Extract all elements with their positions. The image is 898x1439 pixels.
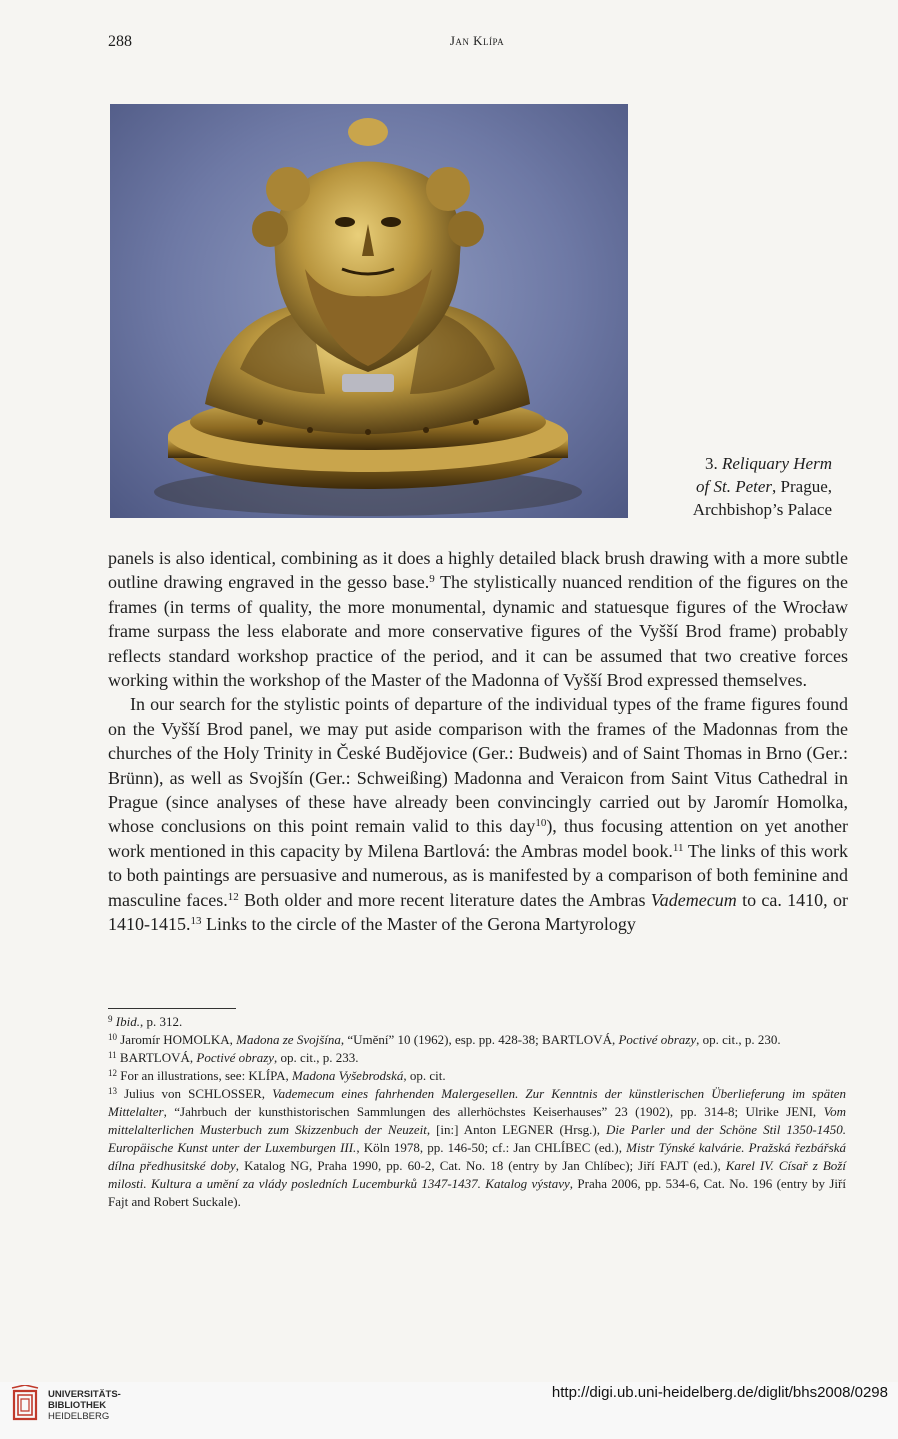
footnote-ref-10[interactable]: 10 (535, 817, 547, 830)
p2-text2: ), thus focusing attention on yet another work mentioned in this capacity by Milena Bartlová: the Ambras model book. (108, 816, 848, 861)
paragraph-1 (108, 546, 848, 692)
footnote-ref-9[interactable]: 9 (429, 573, 435, 586)
fn13-d: , Köln 1978, pp. 146-50; cf.: Jan CHLÍBEC (ed.), (356, 1140, 627, 1155)
p2-text5: to ca. 1410, or 1410-1415. (108, 889, 848, 935)
fn10-b: , “Umění” 10 (1962), esp. pp. 428-38; BARTLOVÁ, (340, 1032, 619, 1047)
fn13-italic-5: Karel IV. Císař z Boží milosti. Kultura a umění za vlády posledních Lucemburků 1347-1437. Katalog výstavy (108, 1158, 846, 1191)
footnote-rule (108, 1008, 236, 1009)
fn13-b: , “Jahrbuch der kunsthistorischen Sammlungen des allerhöchstes Keiserhauses” 23 (1902), pp. 314-8; Ulrike JENI, (163, 1104, 824, 1119)
fn13-c: , [in:] Anton LEGNER (Hrsg.), (426, 1122, 606, 1137)
fn9-italic: Ibid. (115, 1014, 140, 1029)
footnote-ref-13[interactable]: 13 (190, 915, 202, 928)
library-logo-icon (10, 1385, 40, 1425)
fn13-italic-3: Die Parler und der Schöne Stil 1350-1450. Europäische Kunst unter der Luxemburgen III. (108, 1122, 846, 1155)
p2-text6: Links to the circle of the Master of the Gerona Martyrology (201, 914, 636, 935)
caption-title-line2: of St. Peter (696, 477, 773, 496)
fn13-e: , Katalog NG, Praha 1990, pp. 60-2, Cat. No. 18 (entry by Jan Chlíbec); Jiří FAJT (ed.), (235, 1158, 726, 1173)
fn13-italic-4: Mistr Týnské kalvárie. Pražská řezbářská dílna předhusitské doby (108, 1140, 846, 1173)
p2-text3: The links of this work to both paintings are persuasive and numerous, as is manifested by a comparison of both feminine and masculine faces. (108, 840, 848, 910)
footnote-12 (108, 1067, 846, 1085)
p2-text1: In our search for the stylistic points of departure of the individual types of the frame figures found on the Vyšší Brod panel, we may put aside comparison with the frames of the Madonnas from the churches of the Holy Trinity in České Budějovice (Ger.: Budweis) and of Saint Thomas in Brno (Ger.: Brünn), as well as Svojšín (Ger.: Schweißing) Madonna and Veraicon from Saint Vitus Cathedral in Prague (since analyses of these have already been convincingly carried out by Jaromír Homolka, whose conclusions on this point remain valid to this day (108, 694, 848, 837)
fn10-num: 10 (108, 1032, 117, 1042)
fn10-italic-1: Madona ze Svojšína (236, 1032, 341, 1047)
fn13-a: Julius von SCHLOSSER, (117, 1086, 273, 1101)
fn12-italic: Madona Vyšebrodská (292, 1068, 404, 1083)
main-text (108, 546, 848, 937)
fn9-num: 9 (108, 1014, 113, 1024)
fn12-a: For an illustrations, see: KLÍPA, (117, 1068, 293, 1083)
running-head: Jan Klípa (449, 33, 505, 48)
p1-text2: The stylistically nuanced rendition of the figures on the frames (in terms of quality, the more monumental, dynamic and statuesque figures of the Wrocław frame surpass the less elaborate and more conservative figures of the Vyšší Brod frame) probably reflects standard workshop practice of the period, and it can be assumed that two creative forces working within the workshop of the Master of the Madonna of Vyšší Brod expressed themselves. (108, 572, 848, 691)
caption-title-line1: Reliquary Herm (721, 454, 832, 473)
source-url-link[interactable]: http://digi.ub.uni-heidelberg.de/diglit/bhs2008/0298 (551, 1384, 888, 1401)
fn11-b: , op. cit., p. 233. (274, 1050, 359, 1065)
footnote-9 (108, 1013, 846, 1031)
footnotes (108, 1013, 846, 1211)
fn10-italic-2: Poctivé obrazy (618, 1032, 697, 1047)
fn11-num: 11 (108, 1050, 117, 1060)
fn11-a: BARTLOVÁ, (116, 1050, 197, 1065)
caption-location-1: , Prague, (772, 477, 832, 496)
footnote-ref-12[interactable]: 12 (227, 890, 239, 903)
p1-text: panels is also identical, combining as it does a highly detailed black brush drawing with a more subtle outline drawing engraved in the gesso base. (108, 548, 848, 593)
footnote-11 (108, 1049, 846, 1067)
p2-text4: Both older and more recent literature dates the Ambras (238, 889, 651, 910)
fn11-italic: Poctivé obrazy (196, 1050, 275, 1065)
fn12-b: , op. cit. (403, 1068, 446, 1083)
reliquary-illustration (110, 104, 628, 518)
page-header (108, 33, 846, 53)
caption-location-2: Archbishop’s Palace (692, 500, 832, 519)
figure-caption (640, 452, 832, 521)
footnote-13 (108, 1085, 846, 1211)
fn10-c: , op. cit., p. 230. (696, 1032, 781, 1047)
caption-number: 3. (704, 454, 722, 473)
footnote-ref-11[interactable]: 11 (672, 841, 684, 854)
library-name (48, 1389, 121, 1422)
p2-italic: Vademecum (650, 889, 737, 910)
library-line-3: HEIDELBERG (48, 1411, 110, 1422)
fn13-italic-1: Vademecum eines fahrhenden Malergesellen. Zur Kenntnis der künstlerischen Überlieferung im späten Mittelalter (108, 1086, 846, 1119)
page-number: 288 (108, 33, 132, 50)
fn10-a: Jaromír HOMOLKA, (117, 1032, 237, 1047)
fn9-rest: , p. 312. (139, 1014, 183, 1029)
fn13-f: , Praha 2006, pp. 534-6, Cat. No. 196 (entry by Jiří Fajt and Robert Suckale). (108, 1176, 846, 1209)
library-line-1: UNIVERSITÄTS- (48, 1389, 121, 1400)
footnote-10 (108, 1031, 846, 1049)
fn13-italic-2: Vom mittelalterlichen Musterbuch zum Skizzenbuch der Neuzeit (108, 1104, 846, 1137)
reliquary-photo (110, 104, 628, 518)
fn13-num: 13 (108, 1086, 117, 1096)
fn12-num: 12 (108, 1068, 117, 1078)
paragraph-2 (108, 692, 848, 936)
library-line-2: BIBLIOTHEK (48, 1400, 107, 1411)
